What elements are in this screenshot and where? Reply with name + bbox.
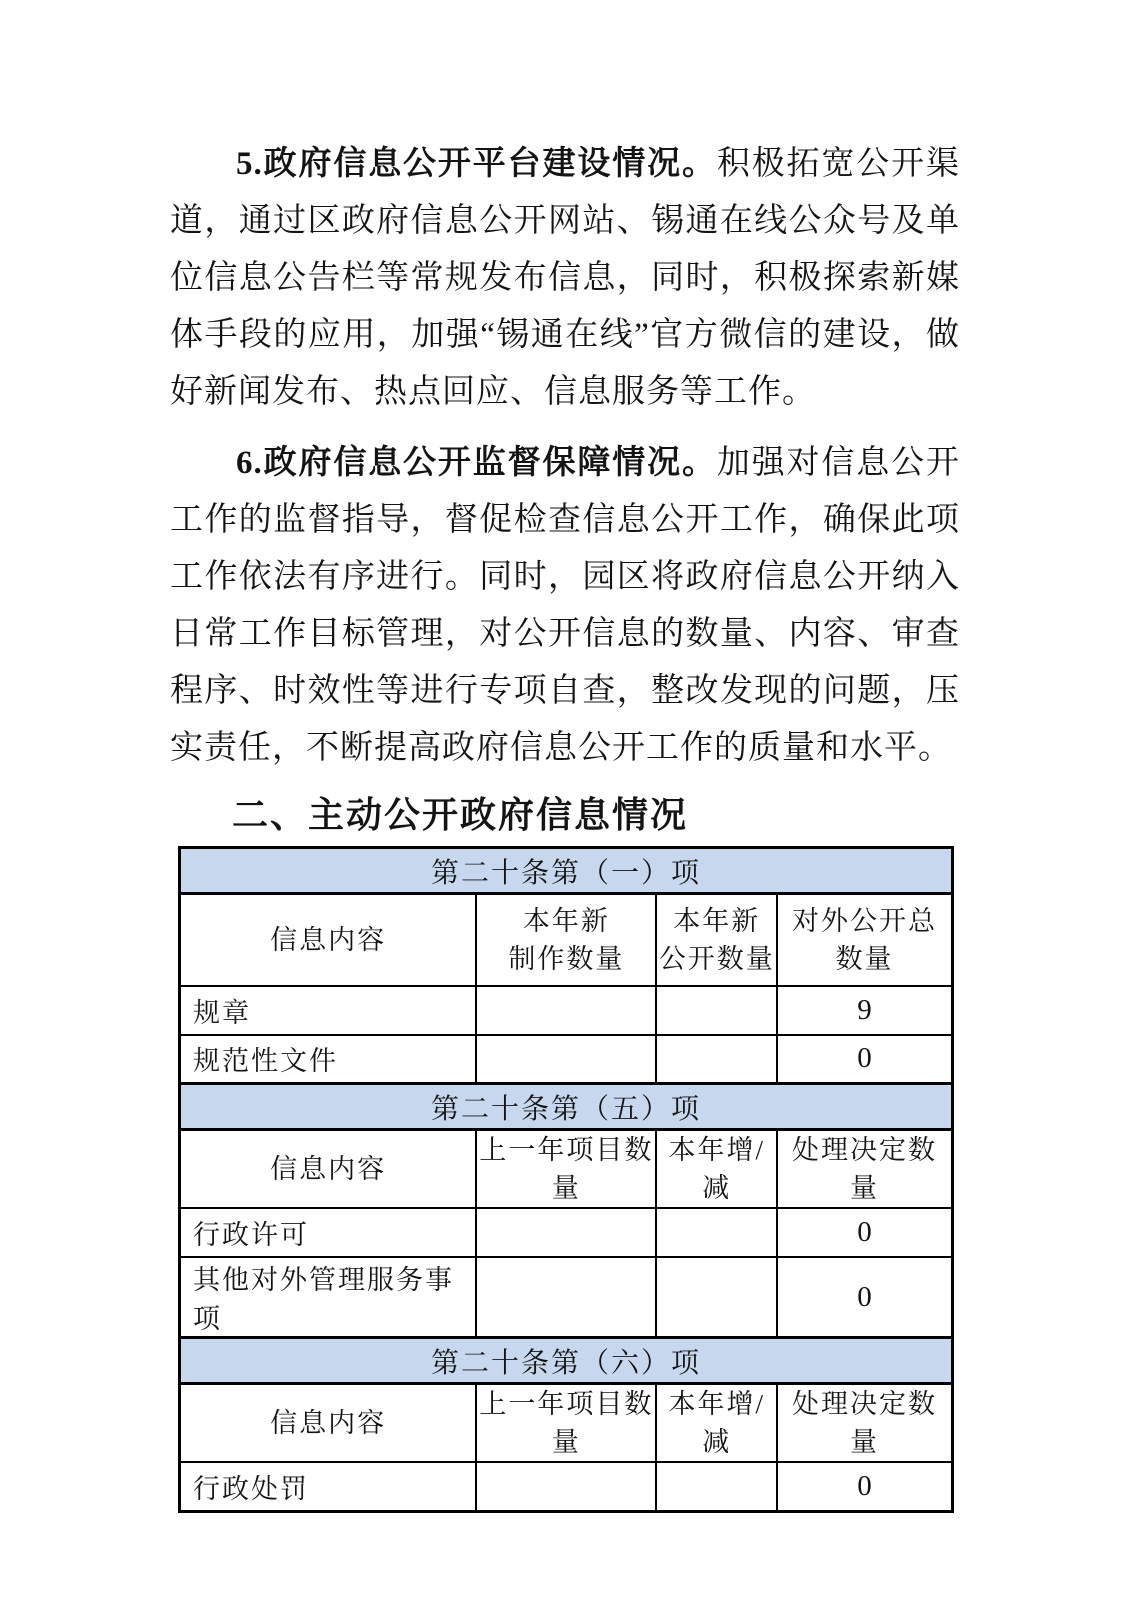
header-line: 处理决定数量 [792, 1135, 937, 1203]
header-line: 上一年项目数量 [479, 1135, 654, 1203]
cell-total-public: 9 [777, 986, 953, 1035]
paragraph-6-bold-lead: 6.政府信息公开监督保障情况。 [236, 445, 717, 481]
paragraph-5-bold-lead: 5.政府信息公开平台建设情况。 [236, 146, 717, 182]
table-section-2-title: 第二十条第（五）项 [180, 1084, 953, 1130]
header-cell-total-public [777, 894, 953, 986]
cell-new-produced [476, 986, 656, 1035]
table-section-1-band [180, 848, 953, 894]
table-row-administrative-penalty [180, 1462, 953, 1511]
table-row-normative-documents [180, 1035, 953, 1084]
header-cell-prev-year-count [476, 1130, 656, 1209]
header-cell-year-change [656, 1130, 777, 1209]
header-line: 信息内容 [270, 1154, 387, 1184]
table-row-administrative-licensing [180, 1208, 953, 1257]
cell-total-public: 0 [777, 1035, 953, 1084]
paragraph-6-body-text: 加强对信息公开工作的监督指导，督促检查信息公开工作，确保此项工作依法有序进行。同时，园区将政府信息公开纳入日常工作目标管理，对公开信息的数量、内容、审查程序、时效性等进行专项自查，整改发现的问题，压实责任，不断提高政府信息公开工作的质量和水平。 [170, 445, 961, 766]
document-content [170, 136, 960, 1513]
table-section-2-header-row [180, 1130, 953, 1209]
header-line: 本年增/减 [668, 1389, 765, 1457]
header-cell-prev-year-count [476, 1384, 656, 1463]
disclosure-table [178, 846, 954, 1513]
table-section-1-header-row [180, 894, 953, 986]
row-label: 行政许可 [180, 1208, 477, 1257]
cell-decision-count: 0 [777, 1462, 953, 1511]
header-line: 处理决定数量 [792, 1389, 937, 1457]
header-cell-new-produced [476, 894, 656, 986]
header-line: 对外公开总数量 [792, 905, 937, 974]
header-cell-info-content [180, 1130, 477, 1209]
table-row-regulations [180, 986, 953, 1035]
row-label: 行政处罚 [180, 1462, 477, 1511]
table-section-3-header-row [180, 1384, 953, 1463]
cell-new-produced [476, 1035, 656, 1084]
header-line: 制作数量 [508, 943, 625, 974]
header-cell-info-content [180, 1384, 477, 1463]
table-section-2-band [180, 1084, 953, 1130]
cell-prev-year-count [476, 1208, 656, 1257]
cell-year-change [656, 1208, 777, 1257]
table-section-1-title: 第二十条第（一）项 [180, 848, 953, 894]
header-cell-info-content [180, 894, 477, 986]
header-line: 信息内容 [270, 924, 387, 955]
header-line: 公开数量 [658, 943, 775, 974]
header-line: 本年新 [673, 905, 761, 936]
cell-new-disclosed [656, 986, 777, 1035]
paragraph-5-body-text: 积极拓宽公开渠道，通过区政府信息公开网站、锡通在线公众号及单位信息公告栏等常规发布信息，同时，积极探索新媒体手段的应用，加强“锡通在线”官方微信的建设，做好新闻发布、热点回应、信息服务等工作。 [170, 146, 961, 410]
header-cell-decision-count [777, 1384, 953, 1463]
row-label: 规范性文件 [180, 1035, 477, 1084]
cell-prev-year-count [476, 1462, 656, 1511]
cell-decision-count: 0 [777, 1257, 953, 1338]
header-line: 上一年项目数量 [479, 1389, 654, 1457]
header-line: 信息内容 [270, 1408, 387, 1438]
cell-year-change [656, 1257, 777, 1338]
cell-year-change [656, 1462, 777, 1511]
cell-decision-count: 0 [777, 1208, 953, 1257]
row-label: 规章 [180, 986, 477, 1035]
header-line: 本年新 [522, 905, 610, 936]
table-section-3-title: 第二十条第（六）项 [180, 1338, 953, 1384]
header-cell-new-disclosed [656, 894, 777, 986]
section-heading: 二、主动公开政府信息情况 [232, 794, 689, 835]
cell-new-disclosed [656, 1035, 777, 1084]
cell-prev-year-count [476, 1257, 656, 1338]
header-cell-year-change [656, 1384, 777, 1463]
paragraph-5 [170, 136, 960, 421]
header-line: 本年增/减 [668, 1135, 765, 1203]
table-row-other-management-services [180, 1257, 953, 1338]
paragraph-6 [170, 435, 960, 777]
header-cell-decision-count [777, 1130, 953, 1209]
table-section-3-band [180, 1338, 953, 1384]
row-label: 其他对外管理服务事项 [180, 1257, 477, 1338]
